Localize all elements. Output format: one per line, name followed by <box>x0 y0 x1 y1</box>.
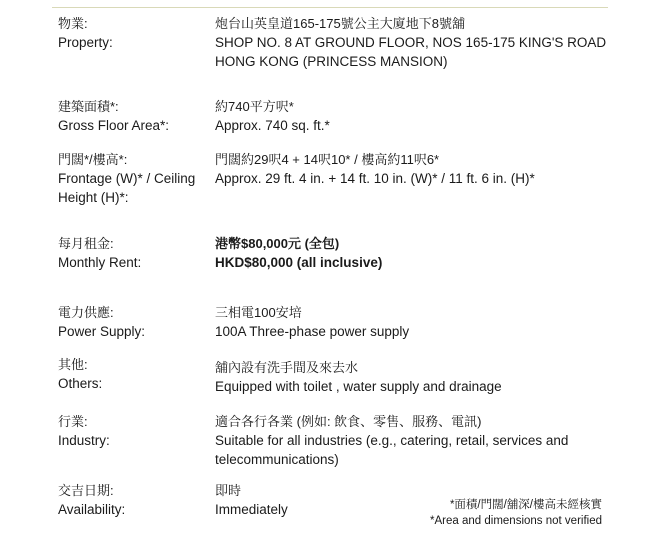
industry-label-en: Industry: <box>58 433 110 448</box>
power-label-zh: 電力供應: <box>58 305 114 320</box>
industry-value-zh: 適合各行各業 (例如: 飲食、零售、服務、電訊) <box>215 414 482 429</box>
industry-value <box>215 412 615 469</box>
power-value-en: 100A Three-phase power supply <box>215 324 410 339</box>
frontage-label <box>58 150 203 207</box>
top-divider <box>52 7 608 8</box>
availability-label <box>58 481 208 519</box>
area-value-en: Approx. 740 sq. ft.* <box>215 118 330 133</box>
rent-value-zh: 港幣$80,000元 (全包) <box>215 236 340 251</box>
industry-label-zh: 行業: <box>58 414 88 429</box>
property-value <box>215 14 615 71</box>
others-value-zh: 舖內設有洗手間及來去水 <box>215 360 359 375</box>
frontage-value-zh: 門闊約29呎4 + 14呎10* / 樓高約11呎6* <box>215 152 440 167</box>
frontage-label-zh: 門闊*/樓高*: <box>58 152 128 167</box>
property-value-en: SHOP NO. 8 AT GROUND FLOOR, NOS 165-175 KING'S ROAD HONG KONG (PRINCESS MANSION) <box>215 35 607 69</box>
industry-value-en: Suitable for all industries (e.g., catering, retail, services and telecommunications) <box>215 433 569 467</box>
footnote-zh: *面積/門闊/舖深/樓高未經核實 <box>449 499 602 511</box>
area-value <box>215 97 615 135</box>
others-value <box>215 358 615 396</box>
property-label <box>58 14 208 52</box>
rent-value-en: HKD$80,000 (all inclusive) <box>215 255 383 270</box>
area-label-en: Gross Floor Area*: <box>58 118 170 133</box>
power-label <box>58 303 208 341</box>
availability-label-en: Availability: <box>58 502 126 517</box>
others-label-en: Others: <box>58 376 103 391</box>
property-label-en: Property: <box>58 35 113 50</box>
rent-label-en: Monthly Rent: <box>58 255 142 270</box>
others-label <box>58 355 208 393</box>
area-label <box>58 97 208 135</box>
availability-value <box>215 481 395 519</box>
property-value-zh: 炮台山英皇道165-175號公主大廈地下8號舖 <box>215 16 465 31</box>
rent-label <box>58 234 208 272</box>
others-label-zh: 其他: <box>58 357 88 372</box>
area-value-zh: 約740平方呎* <box>215 99 294 114</box>
frontage-label-en: Frontage (W)* / Ceiling Height (H)*: <box>58 171 196 205</box>
footnote-en: *Area and dimensions not verified <box>430 515 602 527</box>
frontage-value-en: Approx. 29 ft. 4 in. + 14 ft. 10 in. (W)* / 11 ft. 6 in. (H)* <box>215 171 535 186</box>
area-label-zh: 建築面積*: <box>58 99 119 114</box>
rent-value <box>215 234 615 272</box>
footnote <box>430 497 602 529</box>
others-value-en: Equipped with toilet , water supply and drainage <box>215 379 502 394</box>
property-label-zh: 物業: <box>58 16 88 31</box>
power-value <box>215 303 615 341</box>
availability-value-zh: 即時 <box>215 483 242 498</box>
rent-label-zh: 每月租金: <box>58 236 114 251</box>
power-value-zh: 三相電100安培 <box>215 305 302 320</box>
availability-label-zh: 交吉日期: <box>58 483 114 498</box>
frontage-value <box>215 150 615 188</box>
power-label-en: Power Supply: <box>58 324 146 339</box>
industry-label <box>58 412 208 450</box>
availability-value-en: Immediately <box>215 502 288 517</box>
